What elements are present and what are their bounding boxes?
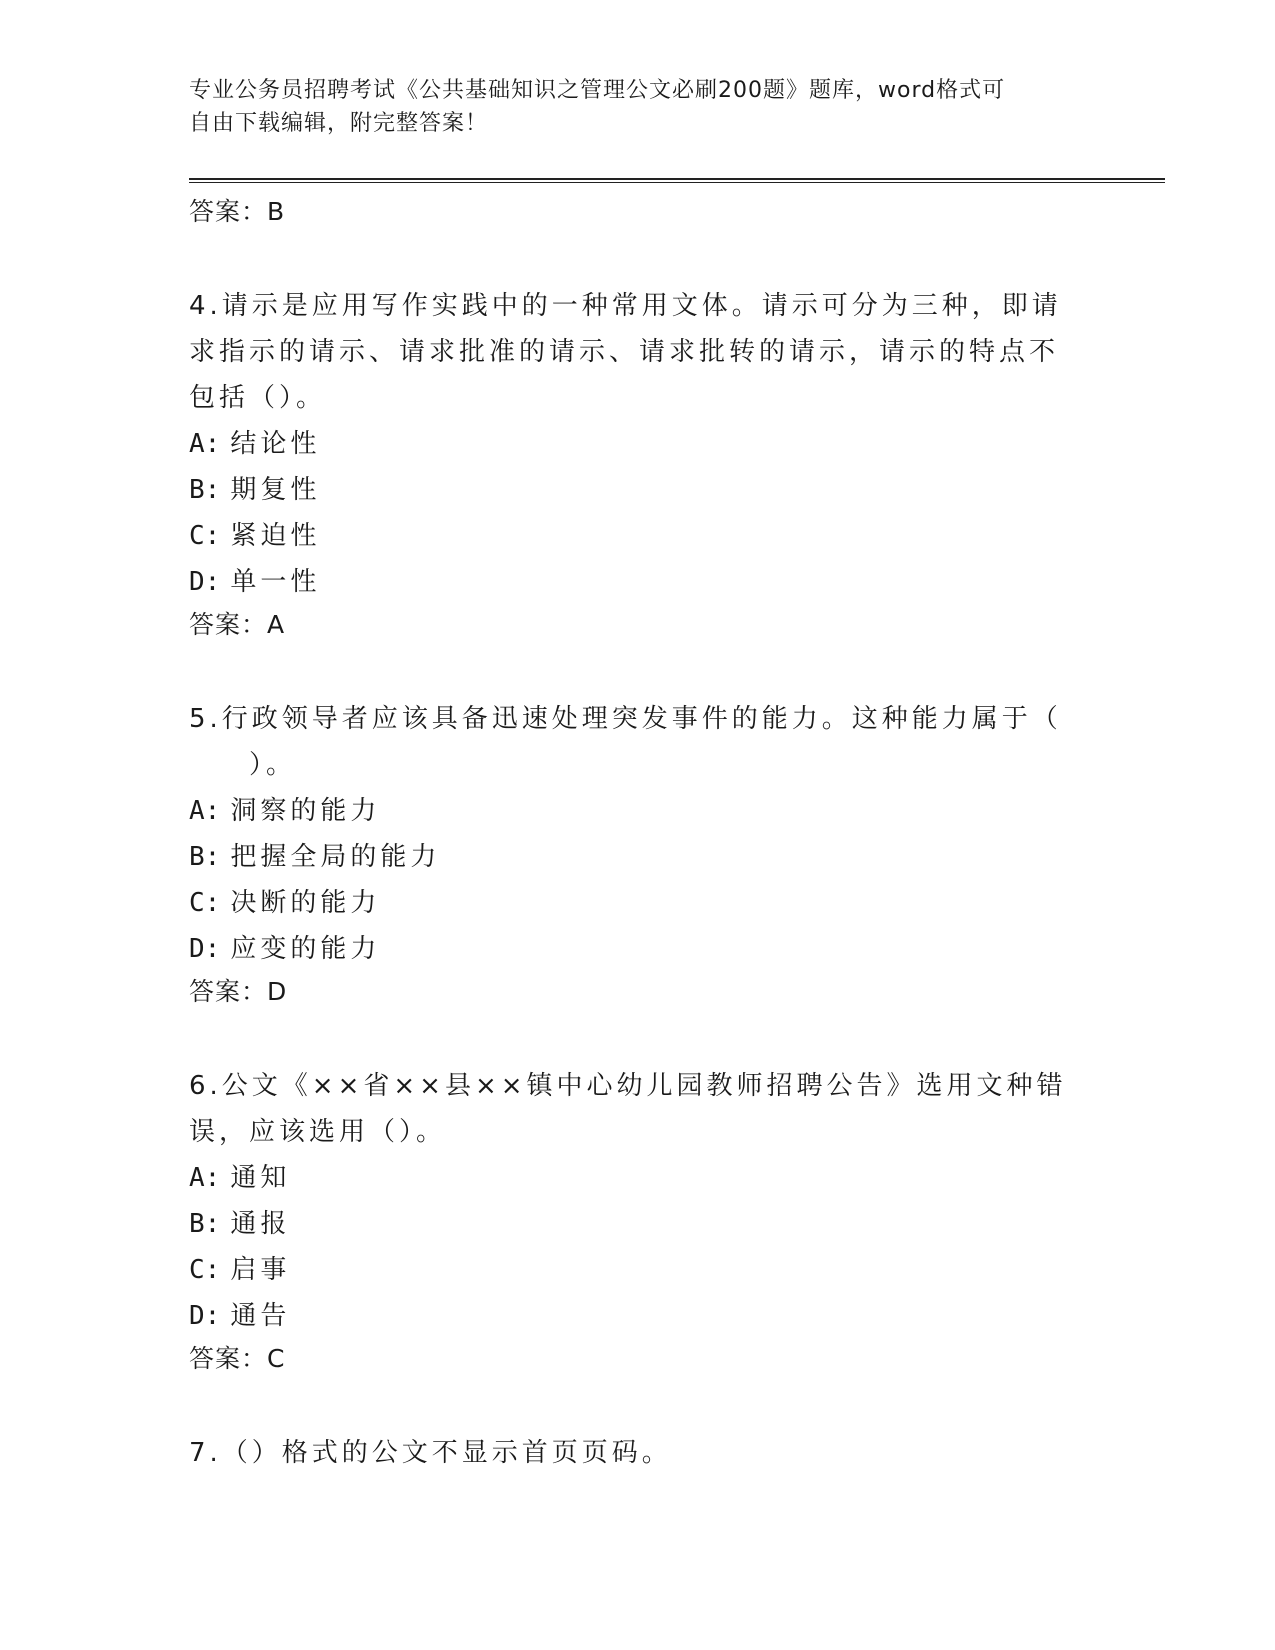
answer-label: 答案：C bbox=[189, 1344, 286, 1373]
option-text: 期复性 bbox=[230, 475, 321, 505]
header-line-1: 专业公务员招聘考试《公共基础知识之管理公文必刷200题》题库，word格式可 bbox=[189, 78, 1006, 103]
question-5 bbox=[189, 696, 1069, 1012]
option-a bbox=[189, 1155, 1069, 1201]
option-text: 洞察的能力 bbox=[230, 796, 381, 826]
document-header bbox=[189, 74, 1069, 140]
option-key: C: bbox=[189, 1255, 221, 1285]
answer-label: 答案：B bbox=[189, 197, 286, 226]
question-text: 6.公文《××省××县××镇中心幼儿园教师招聘公告》选用文种错误，应该选用（）。 bbox=[189, 1071, 1067, 1147]
option-key: B: bbox=[189, 1209, 221, 1239]
question-text: 4.请示是应用写作实践中的一种常用文体。请示可分为三种，即请求指示的请示、请求批准的请示、请求批转的请示，请示的特点不包括（）。 bbox=[189, 291, 1062, 413]
option-key: D: bbox=[189, 567, 221, 597]
option-key: A: bbox=[189, 796, 221, 826]
option-text: 把握全局的能力 bbox=[230, 842, 441, 872]
option-text: 结论性 bbox=[230, 429, 321, 459]
question-text: 7.（）格式的公文不显示首页页码。 bbox=[189, 1438, 672, 1468]
question-4 bbox=[189, 283, 1069, 645]
option-key: B: bbox=[189, 842, 221, 872]
question-list bbox=[189, 192, 1069, 1476]
option-c bbox=[189, 880, 1069, 926]
answer-label: 答案：A bbox=[189, 610, 286, 639]
option-text: 通告 bbox=[230, 1301, 291, 1331]
question-6 bbox=[189, 1063, 1069, 1379]
option-d bbox=[189, 1293, 1069, 1339]
option-d bbox=[189, 559, 1069, 605]
option-text: 通知 bbox=[230, 1163, 291, 1193]
answer-label: 答案：D bbox=[189, 977, 288, 1006]
option-a bbox=[189, 788, 1069, 834]
header-divider bbox=[189, 178, 1165, 183]
option-key: D: bbox=[189, 934, 221, 964]
option-text: 应变的能力 bbox=[230, 934, 381, 964]
option-c bbox=[189, 513, 1069, 559]
option-b bbox=[189, 467, 1069, 513]
option-text: 单一性 bbox=[230, 567, 321, 597]
option-key: C: bbox=[189, 521, 221, 551]
option-key: A: bbox=[189, 1163, 221, 1193]
option-d bbox=[189, 926, 1069, 972]
option-key: C: bbox=[189, 888, 221, 918]
option-text: 紧迫性 bbox=[230, 521, 321, 551]
option-b bbox=[189, 1201, 1069, 1247]
option-text: 通报 bbox=[230, 1209, 291, 1239]
question-text: 5.行政领导者应该具备迅速处理突发事件的能力。这种能力属于（ ）。 bbox=[189, 704, 1062, 780]
option-b bbox=[189, 834, 1069, 880]
option-a bbox=[189, 421, 1069, 467]
option-text: 启事 bbox=[230, 1255, 291, 1285]
option-key: A: bbox=[189, 429, 221, 459]
option-key: B: bbox=[189, 475, 221, 505]
question-7 bbox=[189, 1430, 1069, 1476]
header-line-2: 自由下载编辑，附完整答案！ bbox=[189, 111, 489, 136]
option-c bbox=[189, 1247, 1069, 1293]
option-key: D: bbox=[189, 1301, 221, 1331]
option-text: 决断的能力 bbox=[230, 888, 381, 918]
